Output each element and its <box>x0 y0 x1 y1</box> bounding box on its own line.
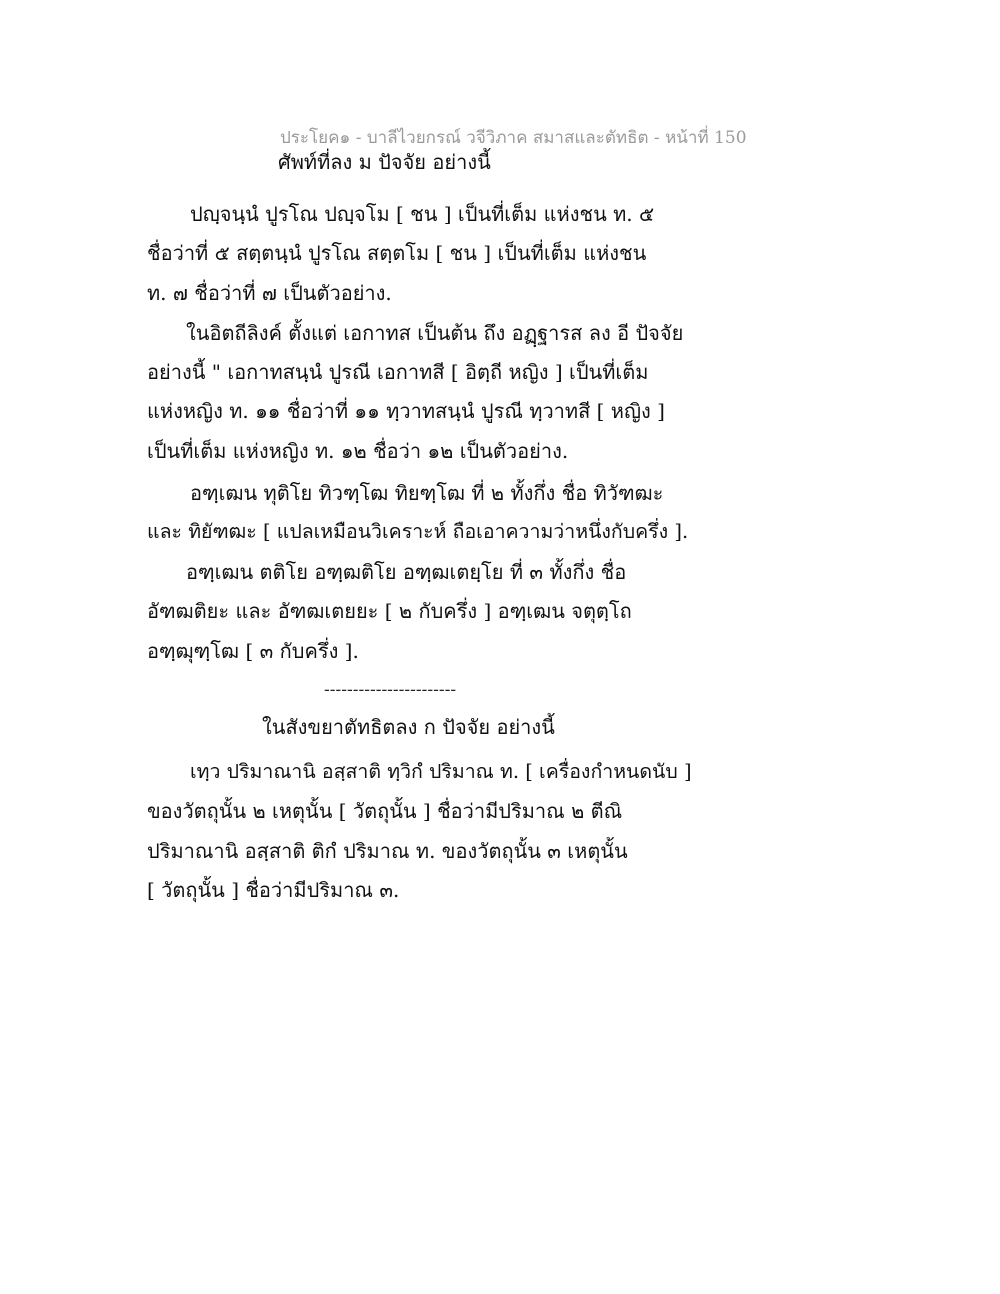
paragraph-line: อฑฺเฒน ทุติโย ทิวฑฺโฒ ทิยฑฺโฒ ที่ ๒ ทั้งกึ่ง ชื่อ ทิวัฑฒะ <box>190 481 664 505</box>
section-divider: ----------------------- <box>324 680 457 700</box>
paragraph-line: อัฑฒติยะ และ อัฑฒเตยยะ [ ๒ กับครึ่ง ] อฑฺเฒน จตุตฺโถ <box>147 599 632 623</box>
section-heading: ในสังขยาตัทธิตลง ก ปัจจัย อย่างนี้ <box>262 715 555 739</box>
paragraph-line: [ วัตถุนั้น ] ชื่อว่ามีปริมาณ ๓. <box>147 878 400 902</box>
paragraph-line: ปญฺจนฺนํ ปูรโณ ปญฺจโม [ ชน ] เป็นที่เต็ม แห่งชน ท. ๕ <box>190 202 655 226</box>
paragraph-line: แห่งหญิง ท. ๑๑ ชื่อว่าที่ ๑๑ ทฺวาทสนฺนํ ปูรณี ทฺวาทสี [ หญิง ] <box>147 399 665 423</box>
paragraph-line: อฑฺเฒน ตติโย อฑฺฒติโย อฑฺฒเตยฺโย ที่ ๓ ทั้งกึ่ง ชื่อ <box>186 560 627 584</box>
paragraph-line: อย่างนี้ " เอกาทสนฺนํ ปูรณี เอกาทสี [ อิตฺถี หญิง ] เป็นที่เต็ม <box>147 360 649 384</box>
paragraph-line: ท. ๗ ชื่อว่าที่ ๗ เป็นตัวอย่าง. <box>147 281 392 305</box>
paragraph-line: ปริมาณานิ อสฺสาติ ติกํ ปริมาณ ท. ของวัตถุนั้น ๓ เหตุนั้น <box>147 839 628 863</box>
paragraph-line: เป็นที่เต็ม แห่งหญิง ท. ๑๒ ชื่อว่า ๑๒ เป็นตัวอย่าง. <box>147 439 569 463</box>
running-header: ประโยค๑ - บาลีไวยกรณ์ วจีวิภาค สมาสและตัทธิต - หน้าที่ 150 <box>280 128 747 148</box>
paragraph-line: ชื่อว่าที่ ๕ สตฺตนฺนํ ปูรโณ สตฺตโม [ ชน ] เป็นที่เต็ม แห่งชน <box>147 241 647 265</box>
paragraph-line: อฑฺฒุฑฺโฒ [ ๓ กับครึ่ง ]. <box>147 639 359 663</box>
paragraph-line: ของวัตถุนั้น ๒ เหตุนั้น [ วัตถุนั้น ] ชื่อว่ามีปริมาณ ๒ ตีณิ <box>147 799 623 823</box>
paragraph-line: และ ทิยัฑฒะ [ แปลเหมือนวิเคราะห์ ถือเอาความว่าหนึ่งกับครึ่ง ]. <box>147 520 689 543</box>
paragraph-line: เทฺว ปริมาณานิ อสฺสาติ ทฺวิกํ ปริมาณ ท. [ เครื่องกำหนดนับ ] <box>190 760 692 783</box>
section-heading: ศัพท์ที่ลง ม ปัจจัย อย่างนี้ <box>278 150 491 174</box>
paragraph-line: ในอิตถีลิงค์ ตั้งแต่ เอกาทส เป็นต้น ถึง อฏฺฐารส ลง อี ปัจจัย <box>186 321 684 345</box>
